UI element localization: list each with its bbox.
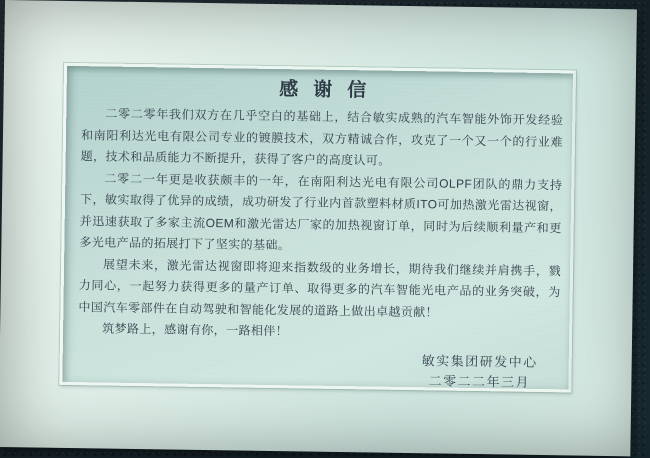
letter-paragraph-2: 二零二一年更是收获颇丰的一年，在南阳利达光电有限公司OLPF团队的鼎力支持下，敏实取得了优异的成绩，成功研发了行业内首款塑料材质ITO可加热激光雷达视窗，并迅速获取了多家主流OEM和激光雷达厂家的加热视窗订单，同时为后续顺利量产和更多光电产品的拓展打下了坚实的基础。: [79, 170, 563, 253]
letter-paragraph-3: 展望未来，激光雷达视窗即将迎来指数级的业务增长，期待我们继续并肩携手，戮力同心，一起努力获得更多的量产订单、取得更多的汽车智能光电产品的业务突破，为中国汽车零部件在自动驾驶和智能化发展的道路上做出卓越贡献！: [78, 256, 562, 319]
letter-paragraph-1: 二零二零年我们双方在几乎空白的基础上，结合敏实成熟的汽车智能外饰开发经验和南阳利达光电有限公司专业的镀膜技术，双方精诚合作，攻克了一个又一个的行业难题，技术和品质能力不断提升，获得了客户的高度认可。: [80, 106, 564, 168]
signature-organization: 敏实集团研发中心: [421, 352, 538, 370]
letter-signature: [77, 346, 560, 390]
letter-paragraph-4: 筑梦路上，感谢有你，一路相伴！: [102, 321, 289, 339]
mat-window: [59, 63, 576, 393]
letter-title: 感谢信: [279, 79, 382, 102]
signature-date: 二零二二年三月: [428, 372, 531, 390]
letter-paper: [62, 66, 573, 389]
